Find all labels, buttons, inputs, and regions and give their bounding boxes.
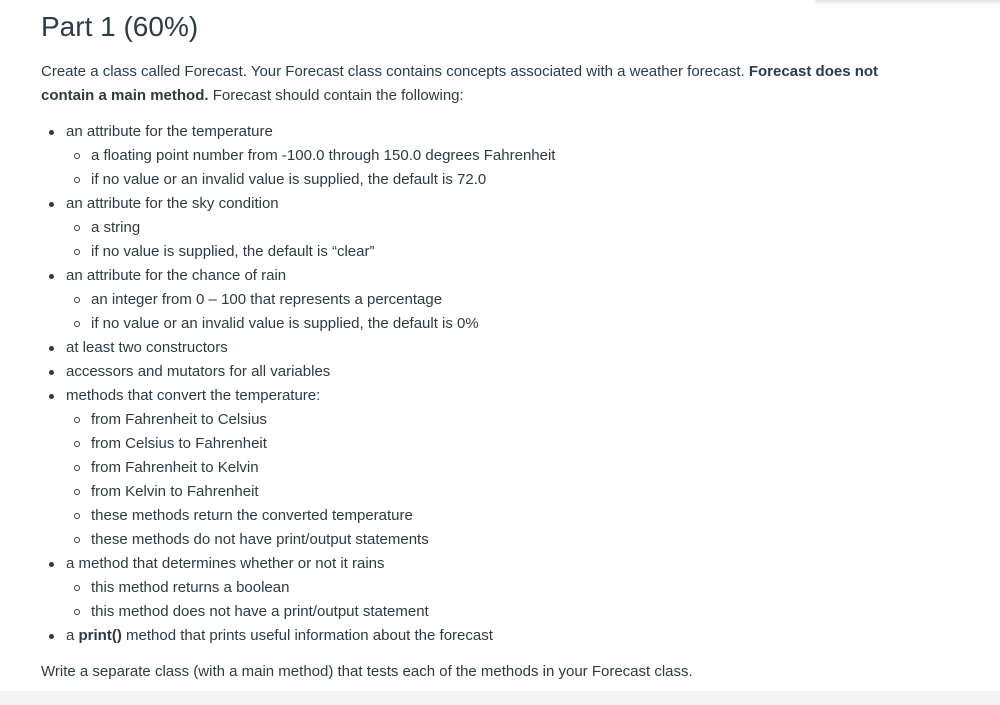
bullet-icon <box>49 274 54 279</box>
closing-paragraph: Write a separate class (with a main method) that tests each of the methods in your Forecast class. <box>41 663 693 680</box>
circle-bullet-icon <box>74 225 80 231</box>
print-method-name: print() <box>78 627 122 644</box>
circle-bullet-icon <box>74 153 80 159</box>
sub-list-item <box>66 456 881 480</box>
sub-list <box>66 288 881 336</box>
list-item <box>41 624 881 648</box>
sub-list-item <box>66 240 881 264</box>
list-item-text: methods that convert the temperature: <box>66 387 321 404</box>
bullet-icon <box>49 346 54 351</box>
top-panel-edge <box>815 0 1000 2</box>
sub-list-item-text: an integer from 0 – 100 that represents a percentage <box>91 291 443 308</box>
sub-list-item-text: a string <box>91 219 141 236</box>
sub-list <box>66 576 881 624</box>
list-item-text: a method that determines whether or not it rains <box>66 555 385 572</box>
list-item-text: at least two constructors <box>66 339 228 356</box>
circle-bullet-icon <box>74 537 80 543</box>
sub-list-item <box>66 600 881 624</box>
list-item <box>41 264 881 336</box>
sub-list-item-text: from Fahrenheit to Kelvin <box>91 459 259 476</box>
sub-list-item <box>66 408 881 432</box>
sub-list-item <box>66 168 881 192</box>
circle-bullet-icon <box>74 177 80 183</box>
sub-list-item <box>66 432 881 456</box>
bullet-icon <box>49 562 54 567</box>
sub-list-item <box>66 528 881 552</box>
sub-list-item <box>66 312 881 336</box>
sub-list <box>66 408 881 552</box>
sub-list-item <box>66 576 881 600</box>
page-title: Part 1 (60%) <box>41 11 199 42</box>
circle-bullet-icon <box>74 249 80 255</box>
circle-bullet-icon <box>74 465 80 471</box>
circle-bullet-icon <box>74 609 80 615</box>
circle-bullet-icon <box>74 513 80 519</box>
intro-bold-text: Forecast does not contain a main method. <box>41 63 879 104</box>
list-item-text-suffix: method that prints useful information about the forecast <box>121 627 493 644</box>
intro-text-end: Forecast should contain the following: <box>208 87 464 104</box>
intro-paragraph <box>41 60 881 108</box>
list-item-text: an attribute for the temperature <box>66 123 273 140</box>
requirements-list <box>41 120 881 648</box>
bullet-icon <box>49 394 54 399</box>
sub-list-item-text: from Celsius to Fahrenheit <box>91 435 267 452</box>
sub-list-item-text: from Kelvin to Fahrenheit <box>91 483 259 500</box>
sub-list-item-text: these methods do not have print/output statements <box>91 531 429 548</box>
circle-bullet-icon <box>74 321 80 327</box>
sub-list-item-text: if no value or an invalid value is supplied, the default is 0% <box>91 315 479 332</box>
list-item <box>41 384 881 552</box>
bullet-icon <box>49 370 54 375</box>
sub-list-item <box>66 504 881 528</box>
list-item <box>41 360 881 384</box>
circle-bullet-icon <box>74 297 80 303</box>
circle-bullet-icon <box>74 585 80 591</box>
list-item-text: an attribute for the chance of rain <box>66 267 287 284</box>
sub-list-item-text: this method returns a boolean <box>91 579 290 596</box>
list-item-text: an attribute for the sky condition <box>66 195 279 212</box>
bullet-icon <box>49 634 54 639</box>
intro-text: Create a class called Forecast. Your Forecast class contains concepts associated with a weather forecast. <box>41 63 749 80</box>
circle-bullet-icon <box>74 489 80 495</box>
sub-list-item-text: these methods return the converted temperature <box>91 507 413 524</box>
bullet-icon <box>49 202 54 207</box>
sub-list-item-text: this method does not have a print/output statement <box>91 603 429 620</box>
sub-list <box>66 144 881 192</box>
sub-list-item-text: if no value is supplied, the default is “clear” <box>91 243 375 260</box>
sub-list-item <box>66 480 881 504</box>
circle-bullet-icon <box>74 441 80 447</box>
list-item <box>41 336 881 360</box>
assignment-content <box>41 9 881 684</box>
circle-bullet-icon <box>74 417 80 423</box>
list-item <box>41 120 881 192</box>
bottom-bar <box>0 691 1000 705</box>
bullet-icon <box>49 130 54 135</box>
list-item-text: accessors and mutators for all variables <box>66 363 331 380</box>
list-item-text-prefix: a <box>66 627 79 644</box>
list-item <box>41 192 881 264</box>
sub-list-item <box>66 288 881 312</box>
sub-list-item-text: if no value or an invalid value is supplied, the default is 72.0 <box>91 171 487 188</box>
list-item <box>41 552 881 624</box>
sub-list <box>66 216 881 264</box>
sub-list-item <box>66 216 881 240</box>
sub-list-item <box>66 144 881 168</box>
sub-list-item-text: from Fahrenheit to Celsius <box>91 411 267 428</box>
sub-list-item-text: a floating point number from -100.0 through 150.0 degrees Fahrenheit <box>91 147 556 164</box>
